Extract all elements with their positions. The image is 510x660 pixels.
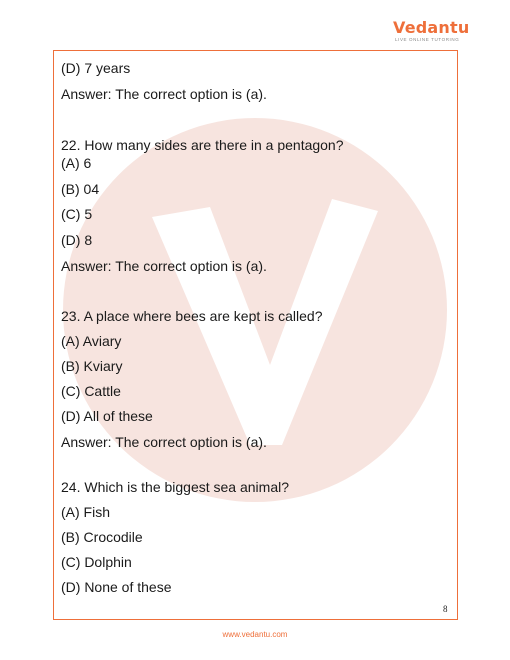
option-d-q23: (D) All of these [61, 408, 153, 424]
footer-url[interactable]: www.vedantu.com [222, 630, 288, 639]
question-24: 24. Which is the biggest sea animal? [61, 479, 290, 495]
question-22: 22. How many sides are there in a pentagon? [61, 137, 344, 153]
option-c-q22: (C) 5 [61, 206, 93, 222]
option-a-q23: (A) Aviary [61, 333, 122, 349]
option-d-q24: (D) None of these [61, 579, 172, 595]
option-c-q23: (C) Cattle [61, 383, 121, 399]
answer-q22: Answer: The correct option is (a). [61, 258, 267, 274]
option-b-q24: (B) Crocodile [61, 529, 143, 545]
answer-q23: Answer: The correct option is (a). [61, 434, 267, 450]
question-23: 23. A place where bees are kept is called? [61, 308, 323, 324]
answer-q21: Answer: The correct option is (a). [61, 86, 267, 102]
logo-text: Vedantu [393, 18, 470, 37]
option-a-q22: (A) 6 [61, 155, 92, 171]
option-a-q24: (A) Fish [61, 504, 110, 520]
option-c-q24: (C) Dolphin [61, 554, 132, 570]
option-d-q22: (D) 8 [61, 232, 93, 248]
page-number: 8 [443, 604, 448, 614]
option-b-q22: (B) 04 [61, 181, 100, 197]
logo-tagline: LIVE ONLINE TUTORING [395, 37, 460, 42]
option-d-q21: (D) 7 years [61, 60, 131, 76]
option-b-q23: (B) Kviary [61, 358, 123, 374]
vedantu-logo [393, 18, 470, 48]
